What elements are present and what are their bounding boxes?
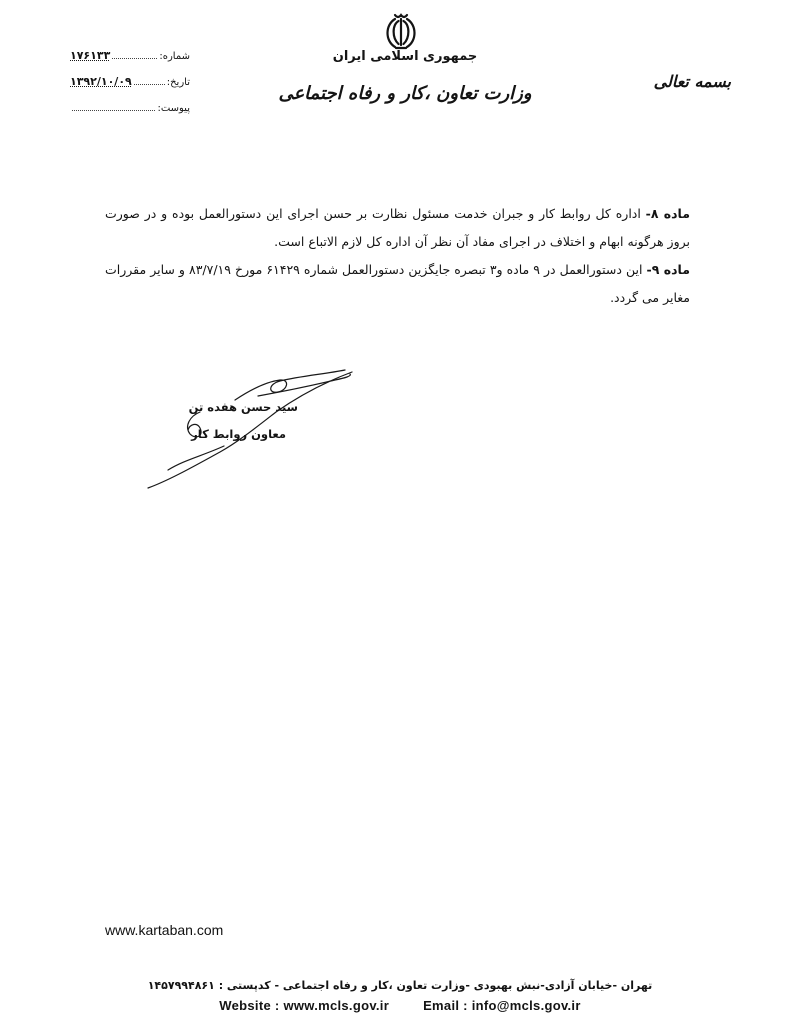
article-text: اداره کل روابط کار و جبران خدمت مسئول نظارت بر حسن اجرای این دستورالعمل بوده و در صورت بروز هرگونه ابهام و اختلاف در اجرای مفاد آن نظر آن اداره کل لازم الاتباع است. (105, 206, 690, 249)
leader-dots (72, 110, 155, 111)
email-address: info@mcls.gov.ir (471, 998, 581, 1013)
number-value: ۱۷۶۱۳۳ (70, 49, 111, 62)
letter-footer (100, 976, 700, 1016)
footer-address: تهران -خیابان آزادی-نبش بهبودی -وزارت تعاون ،کار و رفاه اجتماعی - کدپستی : ۱۴۵۷۹۹۴۸۶۱ (147, 979, 653, 992)
iran-emblem-icon (384, 10, 418, 50)
footer-contact (100, 996, 700, 1016)
website-label: Website : (219, 998, 280, 1013)
date-value: ۱۳۹۲/۱۰/۰۹ (70, 75, 132, 88)
reference-number-row (70, 36, 190, 62)
ministry-name: وزارت تعاون ،کار و رفاه اجتماعی (278, 83, 532, 104)
attachment-label: پیوست: (157, 103, 190, 114)
article-heading: ماده ۹- (646, 262, 690, 277)
leader-dots (134, 84, 165, 85)
letter-body (105, 200, 690, 312)
reference-date-row (70, 62, 190, 88)
signatory-title: معاون روابط کار (191, 427, 286, 441)
ministry-heading (200, 46, 610, 108)
website-url: www.mcls.gov.ir (283, 998, 390, 1013)
reference-attachment-row (70, 88, 190, 114)
leader-dots (112, 58, 157, 59)
country-name: جمهوری اسلامی ایران (332, 49, 478, 64)
article-text: این دستورالعمل در ۹ ماده و۳ تبصره جایگزین دستورالعمل شماره ۶۱۴۲۹ مورخ ۸۳/۷/۱۹ و سایر مقررات مغایر می گردد. (105, 262, 690, 305)
site-watermark: www.kartaban.com (105, 922, 224, 938)
article-8 (105, 200, 690, 256)
number-label: شماره: (159, 51, 190, 62)
email-label: Email : (423, 998, 468, 1013)
article-heading: ماده ۸- (645, 206, 690, 221)
date-label: تاریخ: (166, 77, 190, 88)
article-9 (105, 256, 690, 312)
signatory-name: سید حسن هفده تن (188, 400, 298, 414)
invocation-text: بسمه تعالی (653, 72, 731, 91)
reference-block (70, 36, 190, 114)
